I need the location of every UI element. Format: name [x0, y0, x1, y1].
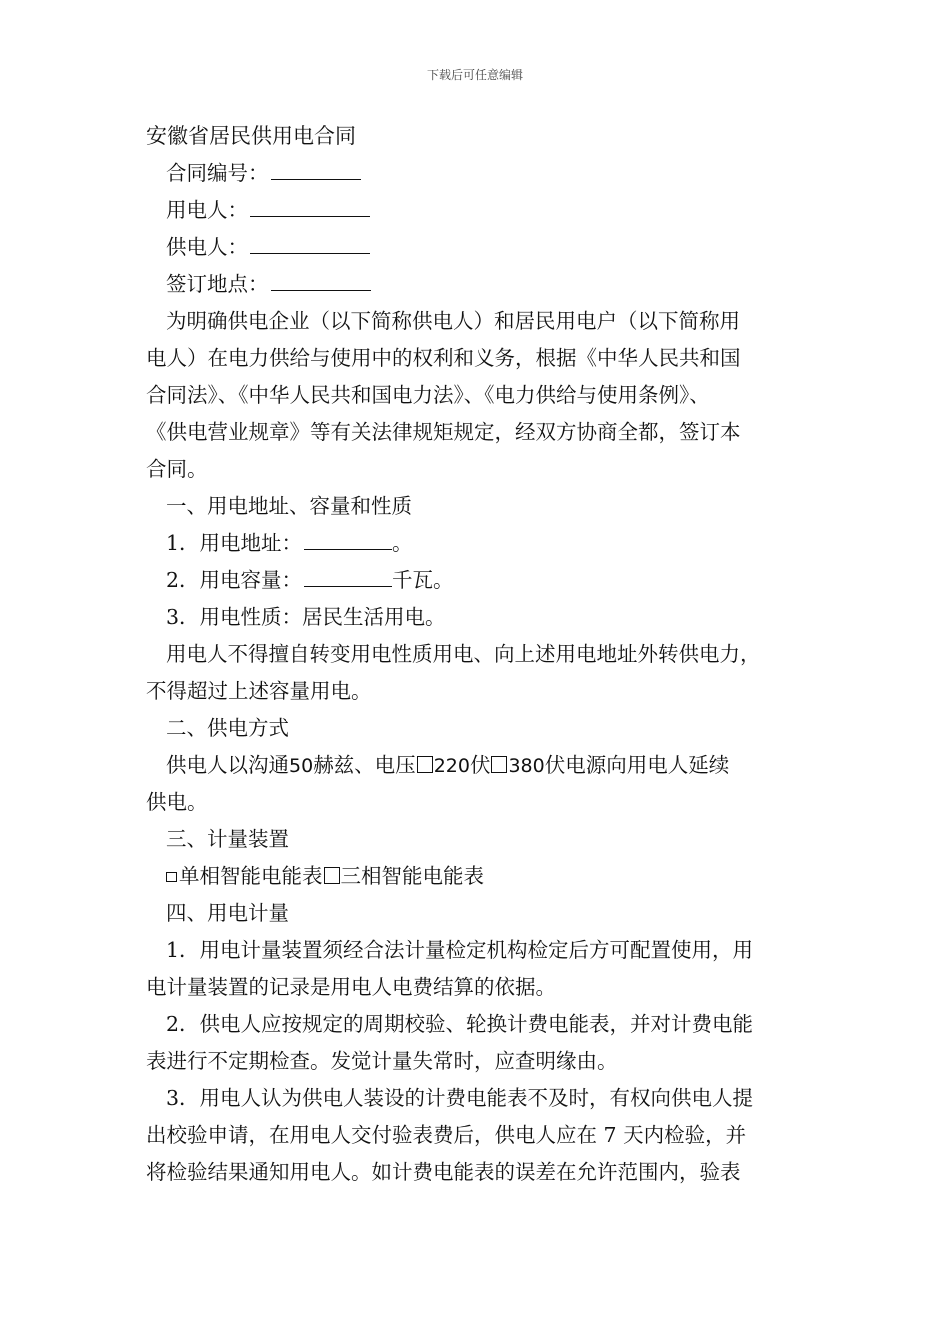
voltage-value: 380	[508, 755, 545, 777]
field-label: 用电人：	[166, 198, 248, 222]
section-heading: 三、计量装置	[166, 827, 289, 851]
contract-number-blank[interactable]	[271, 157, 361, 180]
field-label: 供电人：	[166, 235, 248, 259]
item-label: 1．用电地址：	[166, 531, 303, 555]
text-run: 供电人以沟通	[166, 753, 289, 777]
paragraph-line: 出校验申请，在用电人交付验表费后，供电人应在 7 天内检验，并	[146, 1123, 747, 1147]
field-consumer	[146, 192, 806, 229]
paragraph-line: 将检验结果通知用电人。如计费电能表的误差在允许范围内，验表	[146, 1160, 741, 1184]
checkbox-icon[interactable]	[324, 867, 340, 884]
preamble-line: 电人）在电力供给与使用中的权利和义务，根据《中华人民共和国	[146, 346, 741, 370]
field-supplier	[146, 229, 806, 266]
checkbox-icon[interactable]	[417, 756, 433, 773]
section-note-line: 不得超过上述容量用电。	[146, 679, 372, 703]
preamble-line: 合同法》、《中华人民共和国电力法》、《电力供给与使用条例》、	[146, 383, 710, 407]
item-suffix: 千瓦。	[392, 568, 454, 592]
paragraph-line: 电计量装置的记录是用电人电费结算的依据。	[146, 975, 556, 999]
supply-method-line	[146, 747, 806, 784]
section-heading: 四、用电计量	[166, 901, 289, 925]
signing-place-blank[interactable]	[271, 268, 371, 291]
document-body	[146, 118, 806, 1191]
preamble-line: 合同。	[146, 457, 208, 481]
frequency-value: 50	[289, 755, 314, 777]
field-contract-number	[146, 155, 806, 192]
voltage-value: 220	[433, 755, 470, 777]
supplier-blank[interactable]	[250, 231, 370, 254]
paragraph-line: 2．供电人应按规定的周期校验、轮换计费电能表，并对计费电能	[166, 1012, 754, 1036]
item-label: 2．用电容量：	[166, 568, 303, 592]
page-header: 下载后可任意编辑	[426, 68, 523, 82]
text-run: 赫兹、电压	[313, 753, 416, 777]
supply-method-line: 供电。	[146, 790, 208, 814]
field-label: 合同编号：	[166, 161, 269, 185]
text-run: 伏电源向用电人延续	[544, 753, 730, 777]
address-item	[146, 525, 806, 562]
paragraph-line: 表进行不定期检查。发觉计量失常时，应查明缘由。	[146, 1049, 618, 1073]
capacity-item	[146, 562, 806, 599]
paragraph-line: 1．用电计量装置须经合法计量检定机构检定后方可配置使用，用	[166, 938, 754, 962]
checkbox-icon[interactable]	[166, 872, 177, 882]
capacity-blank[interactable]	[304, 564, 392, 587]
preamble-line: 为明确供电企业（以下简称供电人）和居民用电户（以下简称用	[166, 309, 740, 333]
address-blank[interactable]	[304, 527, 392, 550]
preamble-line: 《供电营业规章》等有关法律规矩规定，经双方协商全都，签订本	[146, 420, 741, 444]
meter-options	[146, 858, 806, 895]
section-heading: 二、供电方式	[166, 716, 289, 740]
section-note-line: 用电人不得擅自转变用电性质用电、向上述用电地址外转供电力，	[166, 642, 761, 666]
option-label: 单相智能电能表	[179, 864, 323, 888]
item-suffix: 。	[392, 531, 413, 555]
option-label: 三相智能电能表	[340, 864, 484, 888]
field-label: 签订地点：	[166, 272, 269, 296]
text-run: 伏	[469, 753, 491, 777]
checkbox-icon[interactable]	[491, 756, 507, 773]
field-signing-place	[146, 266, 806, 303]
nature-item: 3．用电性质：居民生活用电。	[166, 605, 446, 629]
paragraph-line: 3．用电人认为供电人装设的计费电能表不及时，有权向供电人提	[166, 1086, 754, 1110]
consumer-blank[interactable]	[250, 194, 370, 217]
document-title: 安徽省居民供用电合同	[146, 124, 356, 148]
section-heading: 一、用电地址、容量和性质	[166, 494, 412, 518]
